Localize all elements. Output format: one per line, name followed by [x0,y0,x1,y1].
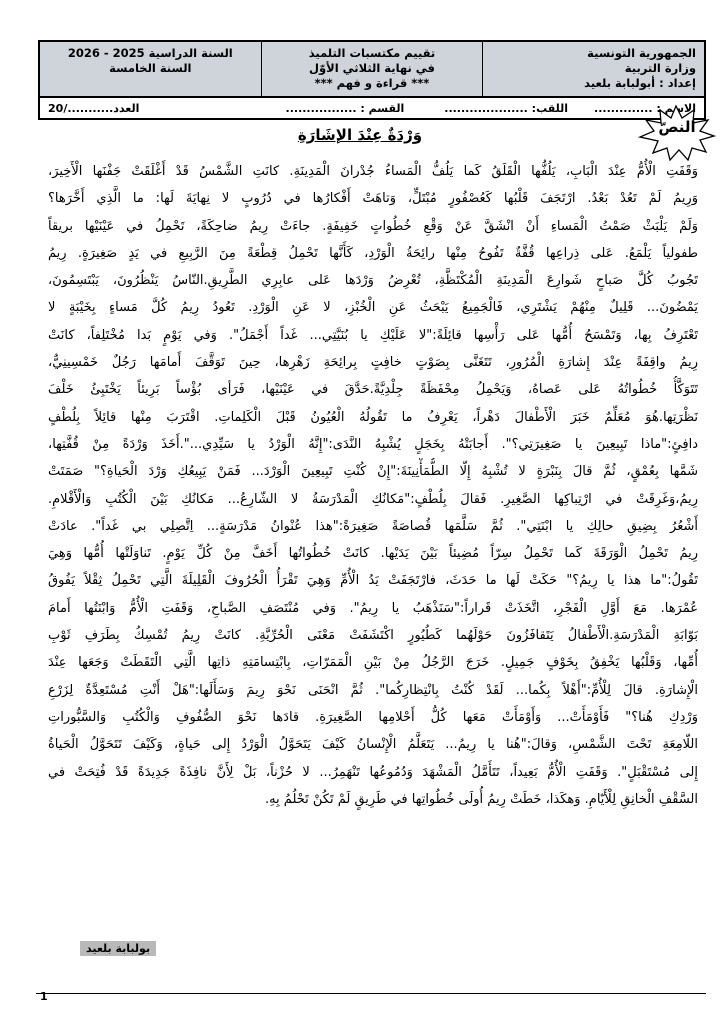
passage-line: طفولياً يَلْمَعُ. عَلى ذِراعِها قُفَّةٌ تَفُوحُ مِنْها رائِحَةُ الْوَرْدِ، كَأَنَّها تَحْمِلُ قِطْعَةً مِنَ الرَّبِيعِ في يَدٍ صَغِيرَةٍ. رِيمُ [48,245,698,261]
passage-line: السَّقْفِ الْخانِقِ لِلْأَيّامِ. وَهكَذا، خَطَتْ رِيمُ أُولَى خُطُواتِها في طَرِيقٍ لَمْ تَكُنْ تَحْلُمُ بِهِ. [264,791,698,807]
header-year-cell [40,42,261,96]
passage-line: يَمْضُونَ... قَلِيلٌ مِنْهُمْ يَشْتَرِي، فَالْجَمِيعُ يَبْحَثُ عَنِ الْخُبْزِ، لا عَنِ الْوَرْدِ. تَعُودُ رِيمُ كُلَّ مَساءٍ بِخَيْبَةٍ لا [48,300,698,316]
header-evaluation-cell [261,42,483,96]
badge-label: النصّ [658,118,696,136]
header-ministry-cell [482,42,704,96]
passage-line: وَرِيمُ لَمْ تَعُدْ بَعْدُ. ارْتَجَفَ قَلْبُها كَعُصْفُورٍ مُبْتَلٍّ، وَتاهَتْ أَفْكارُها في دُرُوبٍ لا نِهايَةَ لَها: ما الَّذِي أَخَّرَها؟ [48,191,698,207]
passage-line: وَرْدِكِ هُنا؟" فَأَوْمَأَتْ... وَأَوْمَأَتْ مَعَها كُلُّ أَحْلامِها الصَّغِيرَةِ. قادَها نَحْوَ الصُّفُوفِ وَالْكُتُبِ وَالسَّبُّوراتِ [48,709,698,725]
header-school-year: السنة الدراسية 2025 - 2026 [67,46,233,60]
header-prepared-by: إعداد : أبولبابة بلعيد [584,76,696,90]
header-eval-title: تقييم مكتسبات التلميذ [308,46,436,60]
footer-rule [36,993,706,994]
passage-line: شَمَّها بِعُمْقٍ، ثُمَّ قالَ بِنَبْرَةٍ لا تُشْبِهُ إِلّا الطُّمَأْنِينَةَ:"إِنْ كُنْتِ تَبِيعِينَ الْوَرْدَ... فَمَنْ يَبِيعُكِ وَرْدَ الْحَياةِ؟" صَمَتَتْ [48,464,698,480]
header-country: الجمهورية التونسية [587,46,696,60]
page-number: 1 [40,990,48,1003]
passage-line: إِلى مُسْتَقْبَلٍ". وَقَفَتِ الْأُمُّ بَعِيداً، تَتَأَمَّلُ الْمَشْهَدَ وَدُمُوعُها تَنْهَمِرُ... لا حُزْناً، بَلْ لِأَنَّ نافِذَةً جَدِيدَةً قَدْ فُتِحَتْ في [48,764,698,780]
passage-line: رِيمُ واقِفَةً عِنْدَ إِشارَةِ الْمُرُورِ، تَتَغَنَّى بِصَوْتٍ خافِتٍ بِرائِحَةِ زَهْرِها، حِينَ تَوَقَّفَ أَمامَها رَجُلٌ خَمْسِينِيٌّ، [48,355,698,371]
passage-line: وَقَفَتِ الْأُمُّ عِنْدَ الْبَابِ، يَلُفُّها الْقَلَقُ كَما يَلُفُّ الْمَساءُ جُدْرانَ الْمَدِينَةِ. كانَتِ الشَّمْسُ قَدْ أَغْلَقَتْ جَفْنَها الْأَخِيرَ، [48,164,698,179]
reading-passage [48,158,698,813]
passage-line: رِيمُ،وَغَرِقَتْ في ارْتِباكِها الصَّغِيرِ. فَقالَ بِلُطْفٍ:"مَكانُكِ الْمَدْرَسَةُ لا الشّارِعُ... مَكانُكِ بَيْنَ الْكُتُبِ وَالْأَقْلامِ. [48,491,698,507]
header-eval-subject: *** قراءة و فهم *** [314,76,430,90]
header-grade-level: السنة الخامسة [109,61,192,75]
author-tag: بولبابة بلعيد [80,941,156,956]
passage-line: اللّامِعَةِ تَحْتَ الشَّمْسِ، وَقالَ:"هُنا يا رِيمُ... يَتَعَلَّمُ الْإِنْسانُ كَيْفَ يَتَحَوَّلُ الْوَرْدُ إِلى حَياةٍ، وَكَيْفَ تَتَحَوَّلُ الْحَياةُ [48,737,698,753]
header-eval-term: في نهاية الثلاثي الأوّل [309,61,435,75]
student-name-field[interactable]: الاسم : .............. [594,101,696,115]
passage-line: أَشْعُرُ بِضِيقِ حالِكِ يا ابْنَتِي". ثُمَّ سَلَّمَها قُصاصَةً صَغِيرَةً:"هذا عُنْوانُ مَدْرَسَةٍ... اِتَّصِلِي بي غَداً". عادَتْ [48,518,698,534]
passage-line: تَجُوبُ كُلَّ صَباحٍ شَوارِعَ الْمَدِينَةِ الْمُكْتَظَّةِ، تُعْرِضُ وَرْدَها عَلى عابِرِي الطَّرِيقِ.النّاسُ يَنْظُرُونَ، يَبْتَسِمُونَ، [48,273,698,289]
passage-line: رِيمُ تَحْمِلُ الْوَرَقَةَ كَما تَحْمِلُ سِرّاً مُضِيئاً بَيْنَ يَدَيْها. كانَتْ خُطُواتُها أَخَفَّ مِنْ كُلِّ يَوْمٍ. تَناوَلَتْها أُمُّها وَهِيَ [48,546,698,562]
passage-line: أُمِّها، وَقَلْبُها يَخْفِقُ بِخَوْفٍ جَمِيلٍ. خَرَجَ الرَّجُلُ مِنْ بَيْنِ الْمَمَرّاتِ، بِابْتِسامَتِهِ ذاتِها الَّتِي الْتَقَطَتْ وَجَعَها عِنْدَ [48,655,698,671]
student-grade-field[interactable]: العدد.........../20 [48,101,140,115]
passage-line: بَوّابَةِ الْمَدْرَسَةِ.الْأَطْفالُ يَتَقافَزُونَ حَوْلَهُما كَطُيُورٍ اكْتَشَفَتْ مَعْنَى الْحُرِّيَّةِ. كانَتْ رِيمُ تُمْسِكُ بِطَرَفِ ثَوْبِ [48,628,698,644]
passage-line: عُمْرَها. مَعَ أَوَّلِ الْفَجْرِ، اتَّخَذَتْ قَراراً:"سَنَذْهَبُ يا رِيمُ". وَفي مُنْتَصَفِ الصَّباحِ، وَقَفَتِ الْأُمُّ وَابْنَتُها أَمامَ [48,600,698,616]
passage-line: نَظْرَتِها.هُوَ مُعَلِّمٌ خَبَرَ الْأَطْفالَ دَهْراً، يَعْرِفُ ما تَقُولُهُ الْعُيُونُ قَبْلَ الْكَلِماتِ. اقْتَرَبَ مِنْها قائِلاً بِلُطْفٍ [48,409,698,425]
passage-line: الْإِشارَةِ. قالَ لِلْأُمِّ:"أَهْلاً بِكُما... لَقَدْ كُنْتُ بِانْتِظارِكُما". ثُمَّ انْحَنَى نَحْوَ رِيمَ وَسَأَلَها:"هَلْ أَنْتِ مُسْتَعِدَّةٌ لِزَرْعِ [48,682,698,698]
passage-line: تَعْتَرِفُ بِها، وَتَمْسَحُ أُمُّها عَلى رَأْسِها قائِلَةً:"لا عَلَيْكِ يا بُنَيَّتِي... غَداً أَجْمَلُ". وَفي يَوْمٍ بَدا مُخْتَلِفاً، كانَتْ [48,327,698,343]
passage-line: وَلَمْ يَلْبَثْ صَمْتُ الْمَساءِ أَنْ انْشَقَّ عَنْ وَقْعِ خُطُواتٍ خَفِيفَةٍ. جاءَتْ رِيمُ ضاحِكَةً، تَحْمِلُ في عَيْنَيْها بريقاً [48,218,698,234]
student-section-field[interactable]: القسم : ................. [285,101,405,115]
text-title: وَرْدَةٌ عِنْدَ الإشَارَةِ [297,126,423,144]
document-header [38,40,706,98]
student-surname-field[interactable]: اللقب: .................... [444,101,569,115]
header-ministry: وزارة التربية [624,61,696,75]
passage-line: تَتَوَكَّأُ خُطُواتُهُ عَلى عَصاهُ، وَيَحْمِلُ مِحْفَظَةً جِلْدِيَّةً.حَدَّقَ في عَيْنَيْها، فَرَأى بُؤْساً بَرِيئاً يَخْتَبِئُ خَلْفَ [48,382,698,398]
passage-line: تَقُولُ:"ما هذا يا رِيمُ؟" حَكَتْ لَها ما حَدَثَ، فارْتَجَفَتْ يَدُ الْأُمِّ وَهِيَ تَقْرَأُ الْحُرُوفَ الْقَلِيلَةَ الَّتِي تَحْمِلُ ثِقْلاً يَفُوقُ [48,573,698,589]
student-info-row [38,98,706,120]
passage-line: دافِئٍ:"ماذا تَبِيعِينَ يا صَغِيرَتِي؟". أَجابَتْهُ بِخَجَلٍ يُشْبِهُ النَّدَى:"إِنَّهُ الْوَرْدُ يا سَيِّدِي...".أَخَذَ وَرْدَةً مِنْ قُفَّتِها، [48,436,698,452]
